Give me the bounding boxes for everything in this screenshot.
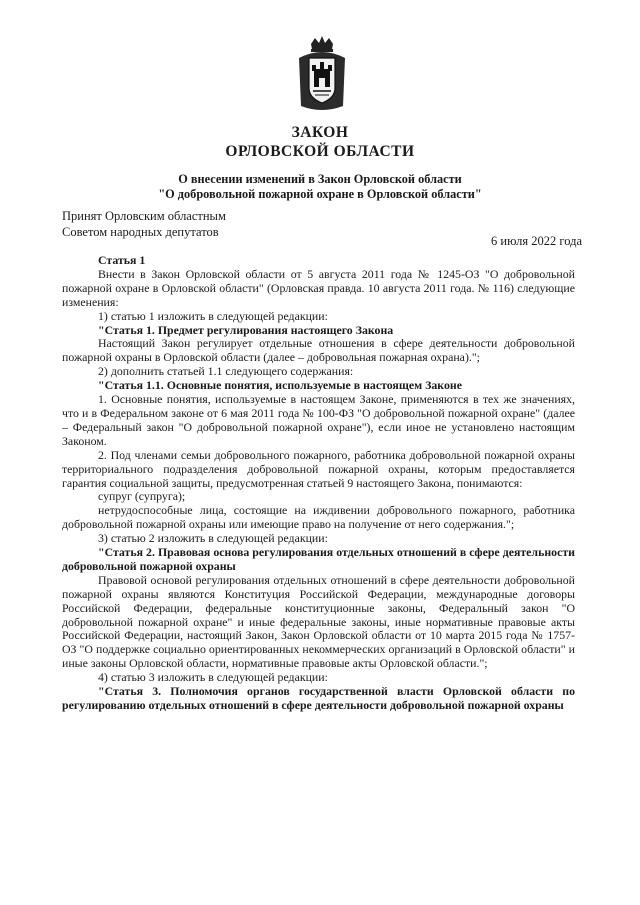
- law-title-line2: ОРЛОВСКОЙ ОБЛАСТИ: [225, 143, 415, 160]
- paragraph: 3) статью 2 изложить в следующей редакции:: [98, 531, 328, 546]
- paragraph: нетрудоспособные лица, состоящие на иждивении добровольного пожарного, работника добровольной пожарной охраны или имеющие право на получение от него содержания.";: [62, 503, 575, 532]
- law-subtitle: [0, 172, 640, 202]
- adoption-line2: Советом народных депутатов: [62, 225, 219, 239]
- paragraph: Внести в Закон Орловской области от 5 августа 2011 года № 1245-ОЗ "О добровольной пожарной охране в Орловской области" (Орловская правда. 10 августа 2011 года. № 116) следующие изменения:: [62, 266, 575, 309]
- law-title-line1: ЗАКОН: [291, 124, 349, 141]
- article-heading: "Статья 1.1. Основные понятия, используемые в настоящем Законе: [98, 378, 462, 393]
- adoption-line1: Принят Орловским областным: [62, 209, 226, 223]
- article-heading: Статья 1: [98, 253, 146, 267]
- adoption-date: 6 июля 2022 года: [491, 234, 582, 248]
- paragraph: супруг (супруга);: [98, 489, 186, 504]
- paragraph: 1. Основные понятия, используемые в настоящем Законе, применяются в тех же значениях, что и в Федеральном законе от 6 мая 2011 года № 100-ФЗ "О добровольной пожарной охране" (далее – Федеральный закон "О добровольной пожарной охране"), если иное не установлено настоящим Законом.: [62, 392, 575, 448]
- subtitle-line2: "О добровольной пожарной охране в Орловской области": [158, 187, 482, 201]
- paragraph: 1) статью 1 изложить в следующей редакции:: [98, 308, 328, 323]
- paragraph: Правовой основой регулирования отдельных отношений в сфере деятельности добровольной пожарной охраны являются Конституция Российской Федерации, международные договоры Российской Федерации, федеральные конституционные законы, Федеральный закон "О добровольной пожарной охране" и иные федеральные законы, иные нормативные правовые акты Российской Федерации, настоящий Закон, Закон Орловской области от 10 марта 2015 года № 1757-ОЗ "О поддержке социально ориентированных некоммерческих организаций в Орловской области" и иные законы Орловской области, нормативные правовые акты Орловской области.";: [62, 572, 575, 671]
- subtitle-line1: О внесении изменений в Закон Орловской области: [178, 172, 462, 186]
- paragraph: 2. Под членами семьи добровольного пожарного, работника добровольной пожарной охраны территориального подразделения добровольной пожарной охраны, которым предоставляется гарантия социальной защиты, предусмотренная статьей 9 настоящего Закона, понимаются:: [62, 447, 575, 490]
- article-heading: "Статья 1. Предмет регулирования настоящего Закона: [98, 322, 394, 337]
- article-heading: "Статья 2. Правовая основа регулирования отдельных отношений в сфере деятельности добровольной пожарной охраны: [62, 545, 575, 573]
- article-heading: "Статья 3. Полномочия органов государственной власти Орловской области по регулированию отдельных отношений в сфере деятельности добровольной пожарной охраны: [62, 684, 575, 712]
- coat-of-arms-icon: [297, 36, 347, 112]
- adoption-note: [62, 208, 226, 240]
- law-body: [62, 254, 575, 713]
- paragraph: Настоящий Закон регулирует отдельные отношения в сфере деятельности добровольной пожарной охраны в Орловской области (далее – добровольная пожарная охрана).";: [62, 336, 575, 365]
- paragraph: 4) статью 3 изложить в следующей редакции:: [98, 670, 328, 685]
- paragraph: 2) дополнить статьей 1.1 следующего содержания:: [98, 364, 354, 379]
